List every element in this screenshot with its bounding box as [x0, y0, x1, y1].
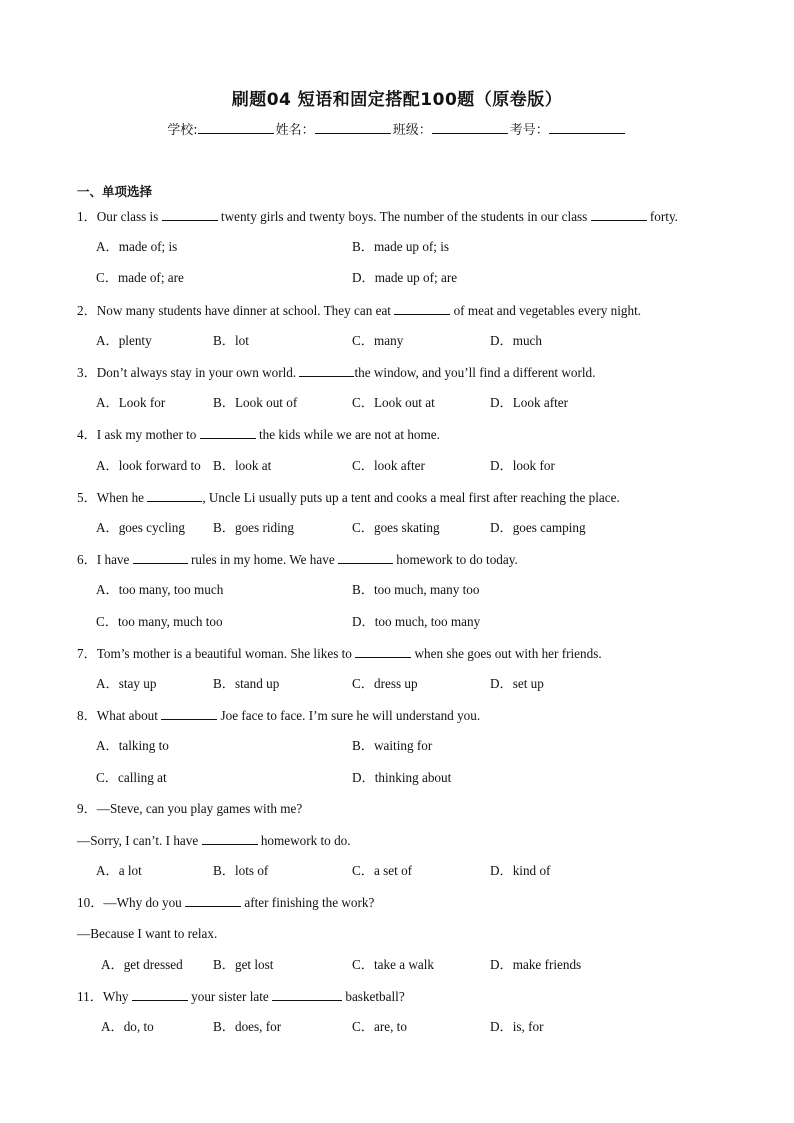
option-a[interactable]: A．a lot: [96, 863, 142, 878]
option-a[interactable]: A．talking to: [96, 738, 169, 753]
question-text: I ask my mother to: [96, 427, 200, 442]
option-d[interactable]: D．too much, too many: [352, 614, 481, 629]
option-c[interactable]: C．are, to: [352, 1019, 407, 1034]
option-c[interactable]: C．take a walk: [352, 957, 435, 972]
question-11: [77, 988, 405, 1005]
option-a[interactable]: A．goes cycling: [96, 520, 185, 535]
answer-blank[interactable]: [338, 551, 393, 564]
answer-blank[interactable]: [133, 551, 188, 564]
page-title: 刷题04 短语和固定搭配100题（原卷版）: [231, 90, 563, 110]
section-title: 一、单项选择: [77, 184, 153, 199]
option-b[interactable]: B．does, for: [213, 1019, 282, 1034]
question-number: 2．: [77, 303, 97, 318]
question-text: —Sorry, I can’t. I have: [77, 833, 202, 848]
option-a[interactable]: A．stay up: [96, 676, 157, 691]
question-text: When he: [96, 490, 148, 505]
question-number: 3．: [77, 365, 97, 380]
option-d[interactable]: D．thinking about: [352, 770, 452, 785]
option-d[interactable]: D．look for: [490, 458, 555, 473]
option-a[interactable]: A．made of; is: [96, 239, 178, 254]
question-number: 8．: [77, 708, 97, 723]
option-a[interactable]: A．look forward to: [96, 458, 201, 473]
question-3: [77, 364, 595, 381]
school-field[interactable]: [198, 120, 274, 134]
question-9-reply: [77, 832, 351, 849]
question-text: , Uncle Li usually puts up a tent and cooks a meal first after reaching the place.: [202, 490, 620, 505]
question-1: [77, 208, 678, 225]
question-text: homework to do.: [257, 833, 351, 848]
option-c[interactable]: C．made of; are: [96, 270, 184, 285]
option-b[interactable]: B．made up of; is: [352, 239, 450, 254]
answer-blank[interactable]: [200, 426, 256, 439]
option-c[interactable]: C．goes skating: [352, 520, 440, 535]
option-b[interactable]: B．waiting for: [352, 738, 433, 753]
question-10-reply: —Because I want to relax.: [77, 926, 218, 941]
question-text: Tom’s mother is a beautiful woman. She likes to: [96, 646, 356, 661]
question-text: the window, and you’ll find a different world.: [354, 365, 596, 380]
question-number: 9．: [77, 801, 97, 816]
question-text: forty.: [646, 209, 678, 224]
answer-blank[interactable]: [161, 707, 217, 720]
option-c[interactable]: C．Look out at: [352, 395, 435, 410]
question-8: [77, 707, 480, 724]
answer-blank[interactable]: [162, 208, 218, 221]
question-text: —Steve, can you play games with me?: [96, 801, 303, 816]
answer-blank[interactable]: [147, 489, 202, 502]
question-text: of meat and vegetables every night.: [450, 303, 642, 318]
answer-blank[interactable]: [355, 645, 411, 658]
question-10: [77, 894, 374, 911]
option-d[interactable]: D．set up: [490, 676, 544, 691]
option-d[interactable]: D．make friends: [490, 957, 582, 972]
option-a[interactable]: A．Look for: [96, 395, 166, 410]
option-c[interactable]: C．too many, much too: [96, 614, 223, 629]
question-number: 10．: [77, 895, 104, 910]
option-b[interactable]: B．too much, many too: [352, 582, 480, 597]
option-a[interactable]: A．plenty: [96, 333, 152, 348]
question-text: Now many students have dinner at school. They can eat: [96, 303, 395, 318]
question-text: the kids while we are not at home.: [255, 427, 440, 442]
question-number: 4．: [77, 427, 97, 442]
school-label: 学校:: [167, 123, 198, 138]
option-b[interactable]: B．stand up: [213, 676, 280, 691]
question-number: 7．: [77, 646, 97, 661]
answer-blank[interactable]: [132, 988, 188, 1001]
question-number: 6．: [77, 552, 97, 567]
question-text: basketball?: [342, 989, 405, 1004]
answer-blank[interactable]: [299, 364, 354, 377]
question-number: 5．: [77, 490, 97, 505]
option-c[interactable]: C．look after: [352, 458, 425, 473]
question-number: 1．: [77, 209, 97, 224]
question-4: [77, 426, 440, 443]
option-c[interactable]: C．a set of: [352, 863, 413, 878]
question-text: Why: [102, 989, 132, 1004]
question-5: [77, 489, 620, 506]
option-d[interactable]: D．kind of: [490, 863, 551, 878]
class-label: 班级：: [392, 123, 432, 138]
option-b[interactable]: B．look at: [213, 458, 272, 473]
option-b[interactable]: B．goes riding: [213, 520, 294, 535]
exam-no-field[interactable]: [549, 120, 625, 134]
option-d[interactable]: D．made up of; are: [352, 270, 458, 285]
option-d[interactable]: D．much: [490, 333, 543, 348]
question-text: Our class is: [96, 209, 162, 224]
answer-blank[interactable]: [202, 832, 258, 845]
exam-no-label: 考号：: [509, 123, 549, 138]
answer-blank[interactable]: [394, 302, 450, 315]
student-info-line: [0, 119, 794, 138]
name-label: 姓名：: [275, 123, 315, 138]
question-text: —Why do you: [103, 895, 186, 910]
question-9: [77, 801, 302, 817]
option-b[interactable]: B．get lost: [213, 957, 274, 972]
question-6: [77, 551, 518, 568]
option-b[interactable]: B．Look out of: [213, 395, 298, 410]
option-d[interactable]: D．goes camping: [490, 520, 586, 535]
class-field[interactable]: [432, 120, 508, 134]
answer-blank[interactable]: [591, 208, 647, 221]
answer-blank[interactable]: [185, 894, 241, 907]
question-text: What about: [96, 708, 162, 723]
answer-blank[interactable]: [272, 988, 342, 1001]
option-a[interactable]: A．get dressed: [101, 957, 183, 972]
option-c[interactable]: C．dress up: [352, 676, 418, 691]
question-2: [77, 302, 641, 319]
option-a[interactable]: A．do, to: [101, 1019, 154, 1034]
option-c[interactable]: C．many: [352, 333, 404, 348]
question-text: after finishing the work?: [241, 895, 375, 910]
option-b[interactable]: B．lot: [213, 333, 249, 348]
question-text: I have: [96, 552, 133, 567]
option-d[interactable]: D．is, for: [490, 1019, 544, 1034]
question-text: homework to do today.: [393, 552, 518, 567]
option-b[interactable]: B．lots of: [213, 863, 269, 878]
question-text: when she goes out with her friends.: [411, 646, 602, 661]
question-number: 11．: [77, 989, 103, 1004]
name-field[interactable]: [315, 120, 391, 134]
question-text: Don’t always stay in your own world.: [96, 365, 300, 380]
option-a[interactable]: A．too many, too much: [96, 582, 224, 597]
question-text: twenty girls and twenty boys. The number of the students in our class: [217, 209, 591, 224]
question-text: rules in my home. We have: [187, 552, 338, 567]
option-c[interactable]: C．calling at: [96, 770, 167, 785]
question-text: Joe face to face. I’m sure he will understand you.: [217, 708, 481, 723]
question-text: your sister late: [187, 989, 273, 1004]
question-7: [77, 645, 602, 662]
option-d[interactable]: D．Look after: [490, 395, 568, 410]
